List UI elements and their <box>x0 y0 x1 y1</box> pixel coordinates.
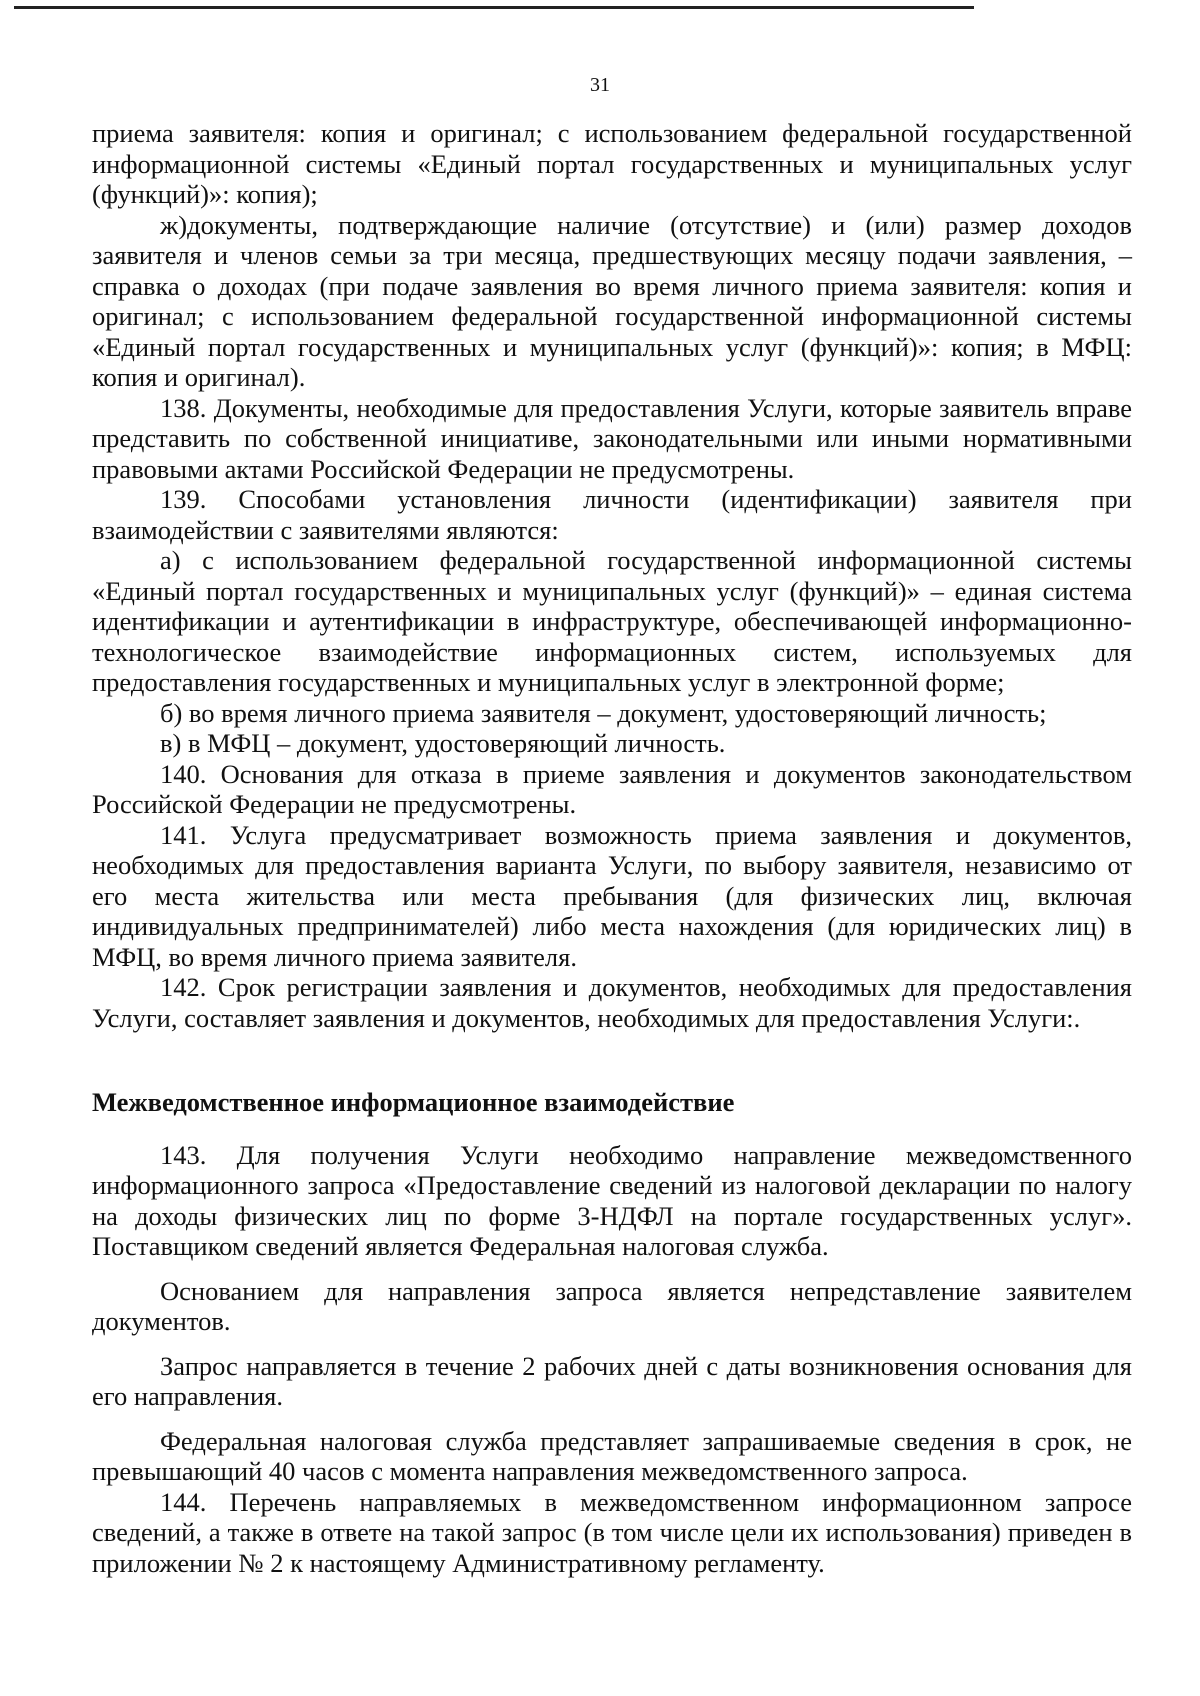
document-body <box>92 118 1132 1578</box>
paragraph-143: 143. Для получения Услуги необходимо направление межведомственного информационного запроса «Предоставление сведений из налоговой декларации по налогу на доходы физических лиц по форме 3-НДФЛ на портале государственных услуг». Поставщиком сведений является Федеральная налоговая служба. <box>92 1139 1132 1261</box>
paragraph-143-response: Федеральная налоговая служба представляет запрашиваемые сведения в срок, не превышающий 40 часов с момента направления межведомственного запроса. <box>92 1425 1132 1486</box>
paragraph-139-v: в) в МФЦ – документ, удостоверяющий личность. <box>160 728 726 758</box>
paragraph-140: 140. Основания для отказа в приеме заявления и документов законодательством Российской Федерации не предусмотрены. <box>92 758 1132 819</box>
section-title: Межведомственное информационное взаимодействие <box>92 1087 735 1117</box>
paragraph-138: 138. Документы, необходимые для предоставления Услуги, которые заявитель вправе представить по собственной инициативе, законодательными или иными нормативными правовыми актами Российской Федерации не предусмотрены. <box>92 392 1132 484</box>
paragraph-139-b: б) во время личного приема заявителя – документ, удостоверяющий личность; <box>160 697 1047 728</box>
top-rule <box>14 6 974 9</box>
paragraph-item-zh: ж)документы, подтверждающие наличие (отсутствие) и (или) размер доходов заявителя и членов семьи за три месяца, предшествующих месяцу подачи заявления, – справка о доходах (при подаче заявления во время личного приема заявителя: копия и оригинал; с использованием федеральной государственной информационной системы «Единый портал государственных и муниципальных услуг (функций)»: копия; в МФЦ: копия и оригинал). <box>92 209 1132 392</box>
paragraph-144: 144. Перечень направляемых в межведомственном информационном запросе сведений, а также в ответе на такой запрос (в том числе цели их использования) приведен в приложении № 2 к настоящему Административному регламенту. <box>92 1486 1132 1578</box>
paragraph-continuation: приема заявителя: копия и оригинал; с использованием федеральной государственной информационной системы «Единый портал государственных и муниципальных услуг (функций)»: копия); <box>92 118 1132 209</box>
paragraph-139-a: а) с использованием федеральной государственной информационной системы «Единый портал государственных и муниципальных услуг (функций)» – единая система идентификации и аутентификации в инфраструктуре, обеспечивающей информационно-технологическое взаимодействие информационных систем, используемых для предоставления государственных и муниципальных услуг в электронной форме; <box>92 545 1132 697</box>
paragraph-141: 141. Услуга предусматривает возможность приема заявления и документов, необходимых для предоставления варианта Услуги, по выбору заявителя, независимо от его места жительства или места пребывания (для физических лиц, включая индивидуальных предпринимателей) либо места нахождения (для юридических лиц) в МФЦ, во время личного приема заявителя. <box>92 819 1132 972</box>
paragraph-142: 142. Срок регистрации заявления и документов, необходимых для предоставления Услуги, составляет заявления и документов, необходимых для предоставления Услуги:. <box>92 972 1132 1033</box>
paragraph-139: 139. Способами установления личности (идентификации) заявителя при взаимодействии с заявителями являются: <box>92 484 1132 545</box>
paragraph-143-basis: Основанием для направления запроса является непредставление заявителем документов. <box>92 1275 1132 1336</box>
page-number: 31 <box>590 74 610 96</box>
paragraph-143-timing: Запрос направляется в течение 2 рабочих дней с даты возникновения основания для его направления. <box>92 1350 1132 1411</box>
